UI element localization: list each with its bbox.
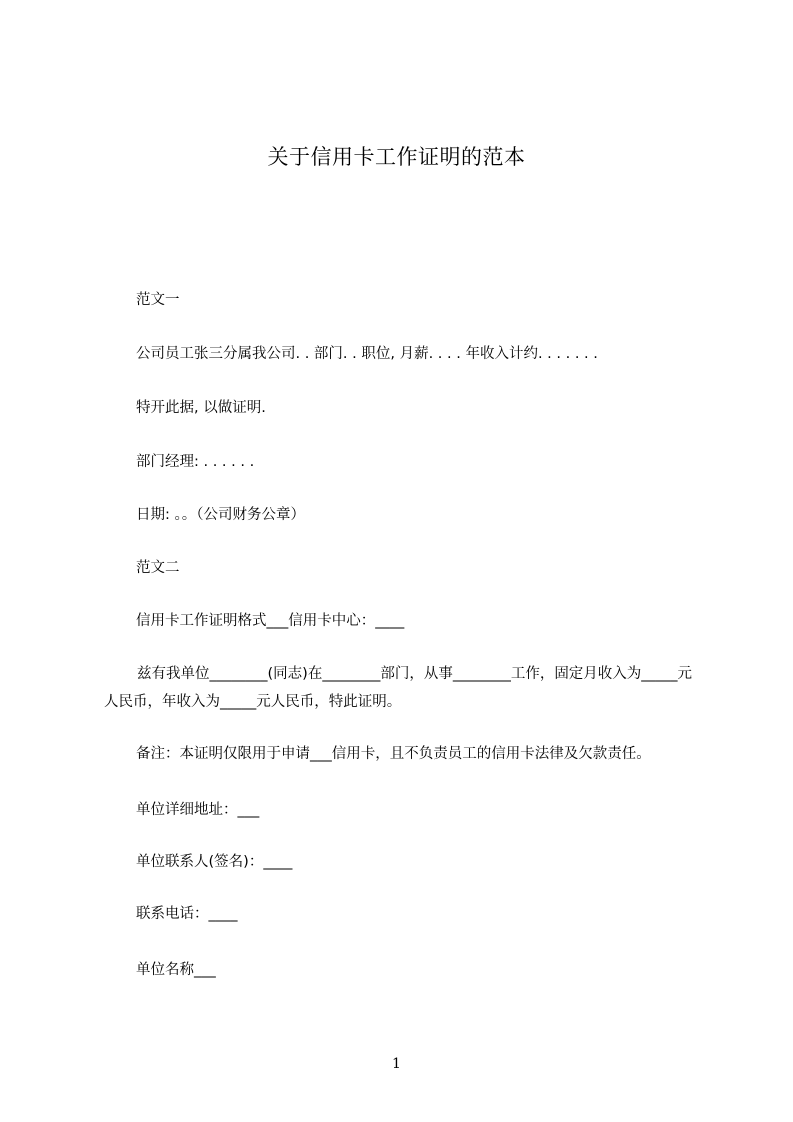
section-heading-sample-one: 范文一 bbox=[136, 292, 180, 308]
field-unit-address: 单位详细地址：___ bbox=[136, 802, 260, 818]
field-unit-contact-signature: 单位联系人(签名)：____ bbox=[136, 854, 293, 870]
paragraph-format-header: 信用卡工作证明格式___信用卡中心：____ bbox=[136, 613, 405, 629]
field-contact-phone: 联系电话：____ bbox=[136, 906, 238, 922]
document-title: 关于信用卡工作证明的范本 bbox=[267, 145, 526, 169]
field-unit-name: 单位名称___ bbox=[136, 962, 216, 978]
paragraph-remark: 备注：本证明仅限用于申请___信用卡，且不负责员工的信用卡法律及欠款责任。 bbox=[136, 746, 651, 762]
paragraph-department-manager: 部门经理: . . . . . . bbox=[136, 454, 255, 470]
section-heading-sample-two: 范文二 bbox=[136, 560, 180, 576]
paragraph-income-statement: 兹有我单位________(同志)在________部门，从事________工作，固定月收入为_____元人民币，年收入为_____元人民币，特此证明。 bbox=[104, 666, 693, 710]
paragraph-employee-statement: 公司员工张三分属我公司. . 部门. . 职位, 月薪. . . . 年收入计约. . . . . . . bbox=[136, 346, 598, 362]
page-number: 1 bbox=[392, 1056, 401, 1072]
paragraph-certification-note: 特开此据, 以做证明. bbox=[136, 400, 266, 416]
paragraph-date-seal: 日期: 。。（公司财务公章） bbox=[136, 507, 305, 523]
